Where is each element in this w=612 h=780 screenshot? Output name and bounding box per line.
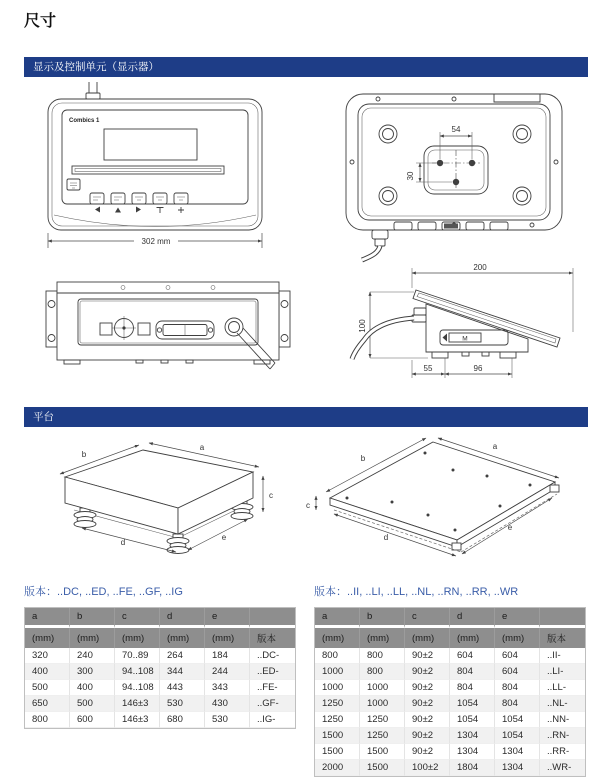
table-cell: 1250: [315, 696, 360, 712]
table-row: [315, 680, 585, 696]
table-cell: ..FE-: [250, 680, 295, 696]
dim-e-label: e: [221, 533, 227, 542]
table-cell: 804: [495, 696, 540, 712]
column-unit: 版本: [540, 628, 585, 648]
column-unit: (mm): [495, 628, 540, 648]
dim-b-label: b: [81, 450, 87, 459]
table-cell: 400: [25, 664, 70, 680]
dim-a-label: a: [199, 443, 205, 452]
table-cell: 500: [70, 696, 115, 712]
table-cell: 1000: [360, 680, 405, 696]
table-cell: 500: [25, 680, 70, 696]
side-view-drawing: [328, 254, 590, 396]
table-cell: 90±2: [405, 648, 450, 664]
column-unit: (mm): [205, 628, 250, 648]
table-cell: 240: [70, 648, 115, 664]
table-cell: 600: [70, 712, 115, 728]
rear-feet: [64, 360, 270, 364]
device-label: Combics 1: [69, 118, 100, 124]
table-cell: 1054: [495, 712, 540, 728]
dim-55-label: 55: [423, 364, 433, 373]
table-cell: 146±3: [115, 712, 160, 728]
dsub-connector: [156, 321, 214, 339]
table-cell: 1304: [450, 728, 495, 744]
table-cell: 344: [160, 664, 205, 680]
back-view-drawing: [336, 86, 576, 261]
table-cell: 90±2: [405, 744, 450, 760]
dim-e-label: e: [507, 523, 513, 532]
table-cell: 343: [205, 680, 250, 696]
version-list-right: 版本：..II, ..LI, ..LL, ..NL, ..RN, ..RR, ..WR: [314, 586, 519, 598]
column-header: a: [315, 608, 360, 628]
table-cell: 1250: [360, 728, 405, 744]
column-unit: (mm): [360, 628, 405, 648]
height-dimension: [358, 292, 428, 358]
table-cell: 184: [205, 648, 250, 664]
section-heading-text: 显示及控制单元（显示器）: [33, 61, 159, 73]
table-cell: 1054: [450, 696, 495, 712]
platform-dimensions-table-left: [24, 607, 296, 729]
column-header: e: [495, 608, 540, 628]
dim-c-label: c: [269, 491, 273, 500]
dim-302mm-label: 302 mm: [141, 237, 171, 246]
column-header: [540, 608, 585, 628]
section-header-platform: [24, 407, 588, 427]
table-cell: 70..89: [115, 648, 160, 664]
table-cell: ..WR-: [540, 760, 585, 776]
table-row: [25, 680, 295, 696]
platform-flat-drawing: [304, 426, 608, 572]
table-cell: 1304: [450, 744, 495, 760]
table-cell: 804: [450, 664, 495, 680]
column-header: e: [205, 608, 250, 628]
column-header: b: [70, 608, 115, 628]
table-row: [315, 648, 585, 664]
table-cell: 264: [160, 648, 205, 664]
table-cell: ..ED-: [250, 664, 295, 680]
table-row: [25, 664, 295, 680]
platform-dimensions-table-right: [314, 607, 586, 777]
table-cell: ..IG-: [250, 712, 295, 728]
table-cell: 244: [205, 664, 250, 680]
column-header: d: [160, 608, 205, 628]
column-unit: (mm): [450, 628, 495, 648]
dim-d-label: d: [120, 538, 126, 547]
table-cell: 800: [360, 664, 405, 680]
column-unit: 版本: [250, 628, 295, 648]
column-unit: (mm): [160, 628, 205, 648]
corner-foot: [452, 543, 461, 550]
table-cell: ..DC-: [250, 648, 295, 664]
table-cell: 1250: [360, 712, 405, 728]
corner-foot: [550, 485, 559, 492]
table-cell: ..NL-: [540, 696, 585, 712]
dim-a-label: a: [492, 442, 498, 451]
table-cell: 100±2: [405, 760, 450, 776]
table-cell: 90±2: [405, 696, 450, 712]
dim-30-label: 30: [406, 171, 415, 181]
table-cell: 90±2: [405, 712, 450, 728]
column-header: [250, 608, 295, 628]
table-cell: 430: [205, 696, 250, 712]
table-cell: ..RR-: [540, 744, 585, 760]
section-header-display-unit: [24, 57, 588, 77]
column-unit: (mm): [315, 628, 360, 648]
table-cell: 530: [160, 696, 205, 712]
table-cell: 94..108: [115, 680, 160, 696]
table-cell: ..RN-: [540, 728, 585, 744]
table-cell: 94..108: [115, 664, 160, 680]
table-cell: 1500: [360, 760, 405, 776]
column-header: c: [115, 608, 160, 628]
table-cell: 650: [25, 696, 70, 712]
table-cell: 1304: [495, 760, 540, 776]
table-row: [25, 696, 295, 712]
table-cell: 1000: [360, 696, 405, 712]
column-unit: (mm): [405, 628, 450, 648]
table-cell: 443: [160, 680, 205, 696]
column-unit: (mm): [25, 628, 70, 648]
table-header-row: [25, 608, 295, 628]
table-cell: 604: [450, 648, 495, 664]
table-units-row: [25, 628, 295, 648]
table-cell: 90±2: [405, 680, 450, 696]
dim-200-label: 200: [473, 263, 487, 272]
table-row: [315, 728, 585, 744]
table-cell: 1500: [360, 744, 405, 760]
front-view-drawing: [42, 82, 268, 252]
table-row: [315, 664, 585, 680]
dim-b-label: b: [360, 454, 366, 463]
table-cell: 1000: [315, 664, 360, 680]
dim-d-label: d: [383, 533, 389, 542]
table-header-row: [315, 608, 585, 628]
table-cell: 604: [495, 648, 540, 664]
table-cell: 146±3: [115, 696, 160, 712]
table-row: [25, 648, 295, 664]
table-cell: 320: [25, 648, 70, 664]
column-header: b: [360, 608, 405, 628]
section-heading-text: 平台: [33, 411, 54, 423]
table-row: [25, 712, 295, 728]
side-feet: [432, 352, 516, 358]
table-cell: 1304: [495, 744, 540, 760]
cable-top: [86, 82, 100, 99]
column-header: a: [25, 608, 70, 628]
table-cell: 1054: [495, 728, 540, 744]
panel-m-label: M: [462, 335, 468, 343]
bottom-dimensions: [412, 358, 512, 378]
table-cell: 1804: [450, 760, 495, 776]
dim-54-label: 54: [451, 125, 461, 134]
rear-view-drawing: [38, 266, 298, 390]
table-cell: 400: [70, 680, 115, 696]
column-unit: (mm): [70, 628, 115, 648]
column-header: c: [405, 608, 450, 628]
table-cell: ..II-: [540, 648, 585, 664]
table-cell: ..LL-: [540, 680, 585, 696]
table-cell: ..GF-: [250, 696, 295, 712]
dim-c-label: c: [306, 501, 310, 510]
table-cell: 800: [25, 712, 70, 728]
table-cell: 1500: [315, 728, 360, 744]
table-cell: ..NN-: [540, 712, 585, 728]
table-cell: 804: [450, 680, 495, 696]
table-units-row: [315, 628, 585, 648]
table-cell: 800: [360, 648, 405, 664]
table-cell: 604: [495, 664, 540, 680]
table-cell: 1500: [315, 744, 360, 760]
table-cell: 1000: [315, 680, 360, 696]
table-cell: 2000: [315, 760, 360, 776]
column-header: d: [450, 608, 495, 628]
table-cell: 300: [70, 664, 115, 680]
table-cell: 530: [205, 712, 250, 728]
table-row: [315, 712, 585, 728]
table-row: [315, 760, 585, 776]
table-row: [315, 744, 585, 760]
table-cell: 680: [160, 712, 205, 728]
table-cell: 804: [495, 680, 540, 696]
dim-96-label: 96: [473, 364, 483, 373]
column-unit: (mm): [115, 628, 160, 648]
table-cell: 90±2: [405, 664, 450, 680]
table-cell: 1250: [315, 712, 360, 728]
table-cell: ..LI-: [540, 664, 585, 680]
platform-iso-drawing: [26, 432, 302, 570]
table-cell: 800: [315, 648, 360, 664]
width-dimension: [48, 233, 262, 248]
dim-100-label: 100: [358, 319, 367, 333]
table-row: [315, 696, 585, 712]
table-cell: 90±2: [405, 728, 450, 744]
table-cell: 1054: [450, 712, 495, 728]
page-title: 尺寸: [24, 13, 57, 30]
version-list-left: 版本：..DC, ..ED, ..FE, ..GF, ..IG: [24, 586, 183, 598]
